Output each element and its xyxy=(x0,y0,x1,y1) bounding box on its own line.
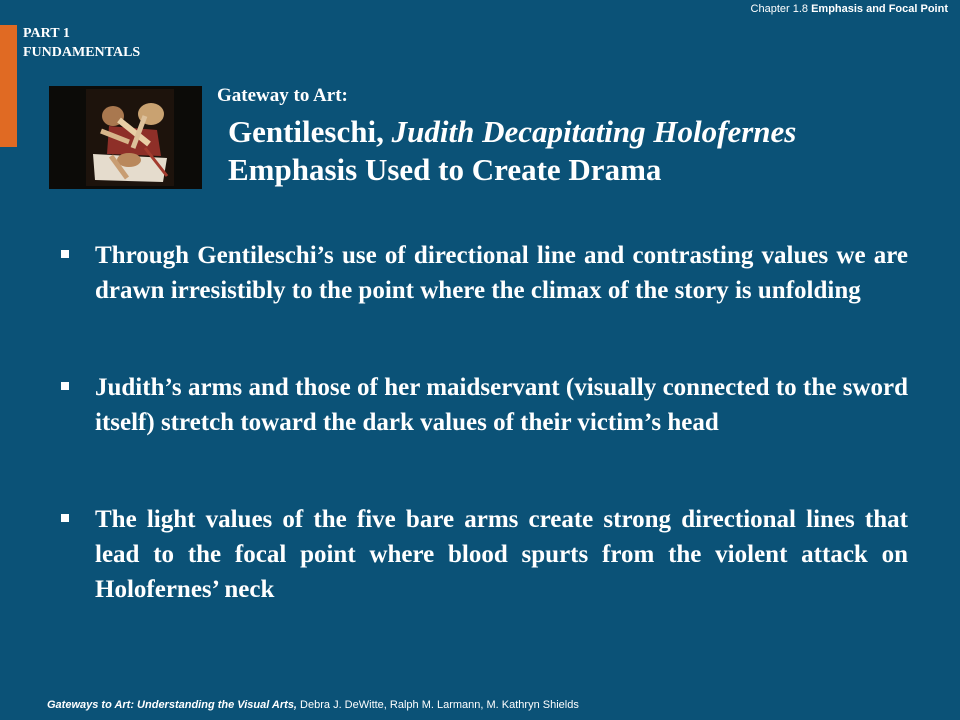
chapter-label xyxy=(751,3,948,15)
bullet-item xyxy=(58,238,908,308)
slide-title xyxy=(228,113,796,189)
part-title: FUNDAMENTALS xyxy=(23,45,141,60)
artwork-thumbnail xyxy=(49,86,202,189)
title-line xyxy=(228,113,796,151)
bullet-text: Judith’s arms and those of her maidservant (visually connected to the sword itself) stretch toward the dark values of their victim’s head xyxy=(95,374,908,436)
gateway-label: Gateway to Art: xyxy=(217,85,348,106)
footer-book-title: Gateways to Art: Understanding the Visual Arts, xyxy=(47,699,297,711)
bullet-item xyxy=(58,370,908,440)
bullet-list xyxy=(58,238,908,607)
footer-citation xyxy=(47,699,579,711)
title-subtitle: Emphasis Used to Create Drama xyxy=(228,152,662,187)
square-bullet-icon xyxy=(61,382,69,390)
part-label xyxy=(23,24,140,62)
title-artist: Gentileschi, xyxy=(228,114,392,149)
accent-bar xyxy=(0,25,17,147)
chapter-title: Emphasis and Focal Point xyxy=(811,3,948,15)
part-number: PART 1 xyxy=(23,26,70,41)
footer-authors: Debra J. DeWitte, Ralph M. Larmann, M. Kathryn Shields xyxy=(297,699,579,711)
square-bullet-icon xyxy=(61,514,69,522)
chapter-number: Chapter 1.8 xyxy=(750,3,809,15)
bullet-text: The light values of the five bare arms create strong directional lines that lead to the focal point where blood spurts from the violent attack on Holofernes’ neck xyxy=(95,506,908,603)
square-bullet-icon xyxy=(61,250,69,258)
artwork-image xyxy=(49,86,202,189)
bullet-item xyxy=(58,502,908,607)
title-work: Judith Decapitating Holofernes xyxy=(391,114,797,149)
bullet-text: Through Gentileschi’s use of directional line and contrasting values we are drawn irresistibly to the point where the climax of the story is unfolding xyxy=(95,242,908,304)
